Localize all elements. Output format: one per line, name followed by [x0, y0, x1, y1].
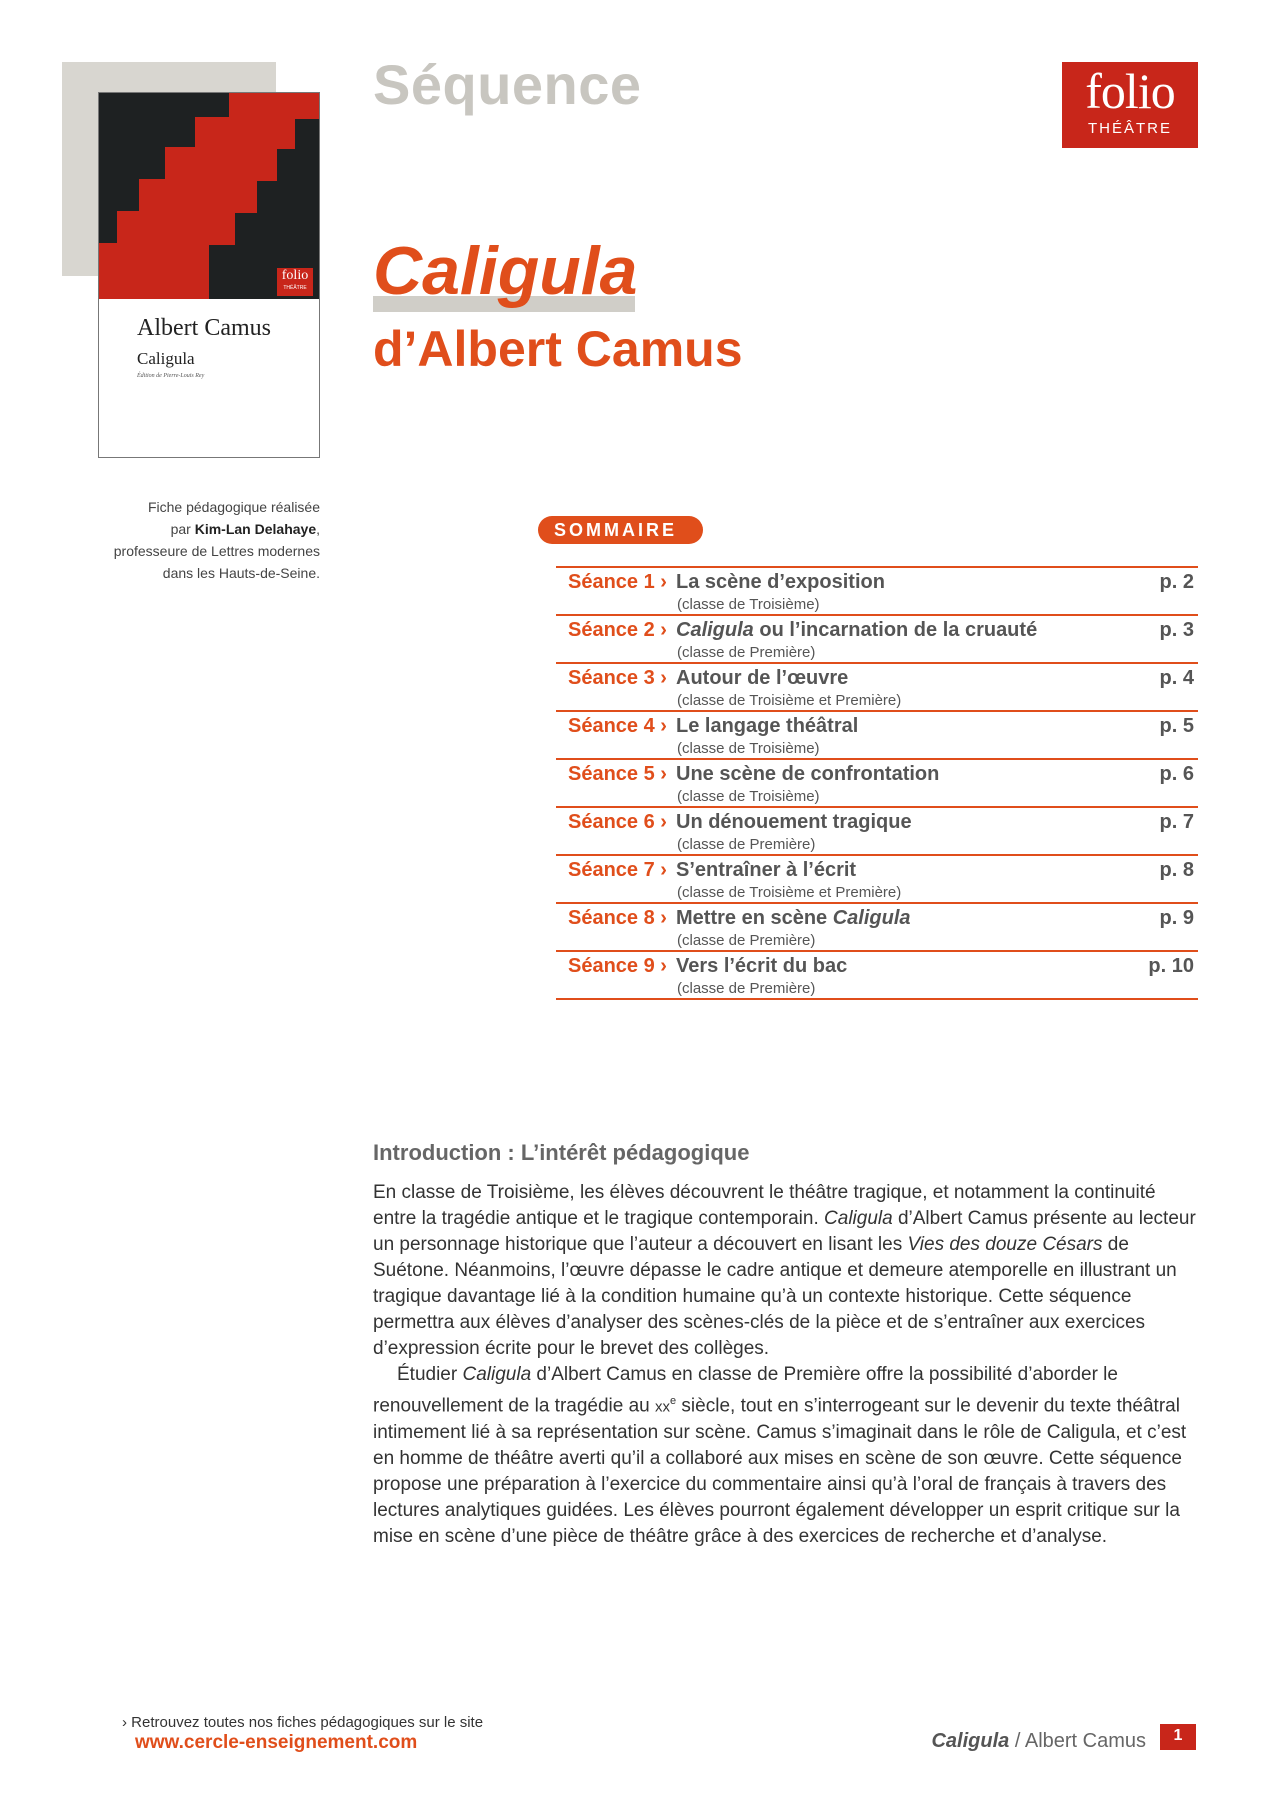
page-number: 1: [1160, 1724, 1196, 1750]
cover-title: Caligula: [137, 349, 195, 368]
cover-artwork: [99, 93, 319, 299]
toc-entry-page: p. 4: [1159, 667, 1194, 689]
toc-entry-title: Mettre en scène Caligula: [676, 907, 911, 929]
toc-entry-page: p. 10: [1148, 955, 1194, 977]
toc-entry-title: S’entraîner à l’écrit: [676, 859, 857, 881]
cover-author: Albert Camus: [137, 315, 271, 341]
toc-entry-page: p. 8: [1159, 859, 1194, 881]
toc-entry-title: Un dénouement tragique: [676, 811, 912, 833]
toc-entry-6[interactable]: [556, 808, 1198, 856]
toc-entry-4[interactable]: [556, 712, 1198, 760]
credit-line: professeure de Lettres modernes: [113, 543, 320, 559]
table-of-contents: [556, 566, 1198, 1000]
toc-entry-7[interactable]: [556, 856, 1198, 904]
toc-entry-number: Séance 5 ›: [568, 763, 667, 785]
toc-entry-2[interactable]: [556, 616, 1198, 664]
toc-entry-class: (classe de Première): [677, 836, 816, 853]
toc-entry-title: Autour de l’œuvre: [676, 667, 849, 689]
toc-entry-page: p. 5: [1159, 715, 1194, 737]
author-credit: [90, 496, 320, 584]
toc-entry-number: Séance 6 ›: [568, 811, 667, 833]
toc-entry-class: (classe de Troisième): [677, 740, 820, 757]
page-subtitle: d’Albert Camus: [373, 321, 743, 377]
toc-entry-title: Caligula ou l’incarnation de la cruauté: [676, 619, 1038, 641]
toc-entry-page: p. 7: [1159, 811, 1194, 833]
toc-entry-class: (classe de Première): [677, 980, 816, 997]
footer-work-reference: Caligula / Albert Camus: [931, 1730, 1146, 1752]
toc-entry-class: (classe de Troisième et Première): [677, 692, 902, 709]
toc-entry-class: (classe de Troisième): [677, 596, 820, 613]
toc-entry-8[interactable]: [556, 904, 1198, 952]
toc-entry-class: (classe de Troisième et Première): [677, 884, 902, 901]
toc-entry-class: (classe de Première): [677, 932, 816, 949]
cover-edition: Édition de Pierre-Louis Rey: [137, 373, 205, 379]
folio-theatre-logo: folio THÉÂTRE: [1062, 62, 1198, 148]
intro-paragraph-2: Étudier Caligula d’Albert Camus en classe de Première offre la possibilité d’aborder le renouvellement de la tragédie au $xx^e$ siècle, tout en s’interrogeant sur le devenir du texte théâtral intimement lié à sa représentation sur scène. Camus s’imaginait dans le rôle de Caligula, et c’est en homme de théâtre averti qu’il a collaboré aux mises en scène de son œuvre. Cette séquence propose une préparation à l’exercice du commentaire ainsi qu’à l’oral de français à travers des lectures analytiques guidées. Les élèves pourront également développer un esprit critique sur la mise en scène d’une pièce de théâtre grâce à des exercices de recherche et d’analyse.: [373, 1364, 1187, 1548]
credit-line: par Kim-Lan Delahaye,: [170, 521, 320, 537]
sequence-label: Séquence: [373, 53, 642, 116]
toc-entry-page: p. 9: [1159, 907, 1194, 929]
chevron-right-icon: ›: [122, 1714, 127, 1731]
toc-entry-number: Séance 9 ›: [568, 955, 667, 977]
toc-entry-number: Séance 2 ›: [568, 619, 667, 641]
footer-url-link[interactable]: www.cercle-enseignement.com: [135, 1732, 418, 1753]
toc-entry-number: Séance 4 ›: [568, 715, 667, 737]
toc-entry-5[interactable]: [556, 760, 1198, 808]
toc-entry-page: p. 3: [1159, 619, 1194, 641]
toc-entry-title: La scène d’exposition: [676, 571, 885, 593]
toc-entry-title: Une scène de confrontation: [676, 763, 940, 785]
intro-paragraph-1: En classe de Troisième, les élèves découvrent le théâtre tragique, et notamment la continuité entre la tragédie antique et le tragique contemporain. Caligula d’Albert Camus présente au lecteur un personnage historique que l’auteur a découvert en lisant les Vies des douze Césars de Suétone. Néanmoins, l’œuvre dépasse le cadre antique et demeure atemporelle en illustrant un tragique davantage lié à la condition humaine qu’à un contexte historique. Cette séquence permettra aux élèves d’analyser des scènes-clés de la pièce et de s’entraîner aux exercices d’expression écrite pour le brevet des collèges.: [373, 1182, 1196, 1359]
page-title: Caligula: [373, 233, 638, 309]
footer-promo: › Retrouvez toutes nos fiches pédagogiques sur le site: [122, 1714, 484, 1731]
toc-entry-page: p. 6: [1159, 763, 1194, 785]
toc-entry-number: Séance 8 ›: [568, 907, 667, 929]
book-cover: [98, 92, 320, 458]
toc-entry-1[interactable]: [556, 568, 1198, 616]
toc-entry-page: p. 2: [1159, 571, 1194, 593]
toc-entry-number: Séance 1 ›: [568, 571, 667, 593]
toc-entry-number: Séance 7 ›: [568, 859, 667, 881]
toc-entry-title: Vers l’écrit du bac: [676, 955, 848, 977]
intro-heading: Introduction : L’intérêt pédagogique: [373, 1140, 750, 1165]
credit-line: Fiche pédagogique réalisée: [147, 499, 320, 515]
credit-line: dans les Hauts-de-Seine.: [162, 565, 320, 581]
toc-entry-title: Le langage théâtral: [676, 715, 859, 737]
cover-folio-logo: folio THÉÂTRE: [277, 268, 313, 296]
credit-name: Kim-Lan Delahaye: [194, 521, 317, 537]
intro-body: [373, 1180, 1203, 1550]
toc-entry-class: (classe de Première): [677, 644, 816, 661]
toc-entry-number: Séance 3 ›: [568, 667, 667, 689]
toc-entry-3[interactable]: [556, 664, 1198, 712]
sommaire-badge: SOMMAIRE: [538, 516, 703, 544]
toc-entry-9[interactable]: [556, 952, 1198, 1000]
toc-entry-class: (classe de Troisième): [677, 788, 820, 805]
